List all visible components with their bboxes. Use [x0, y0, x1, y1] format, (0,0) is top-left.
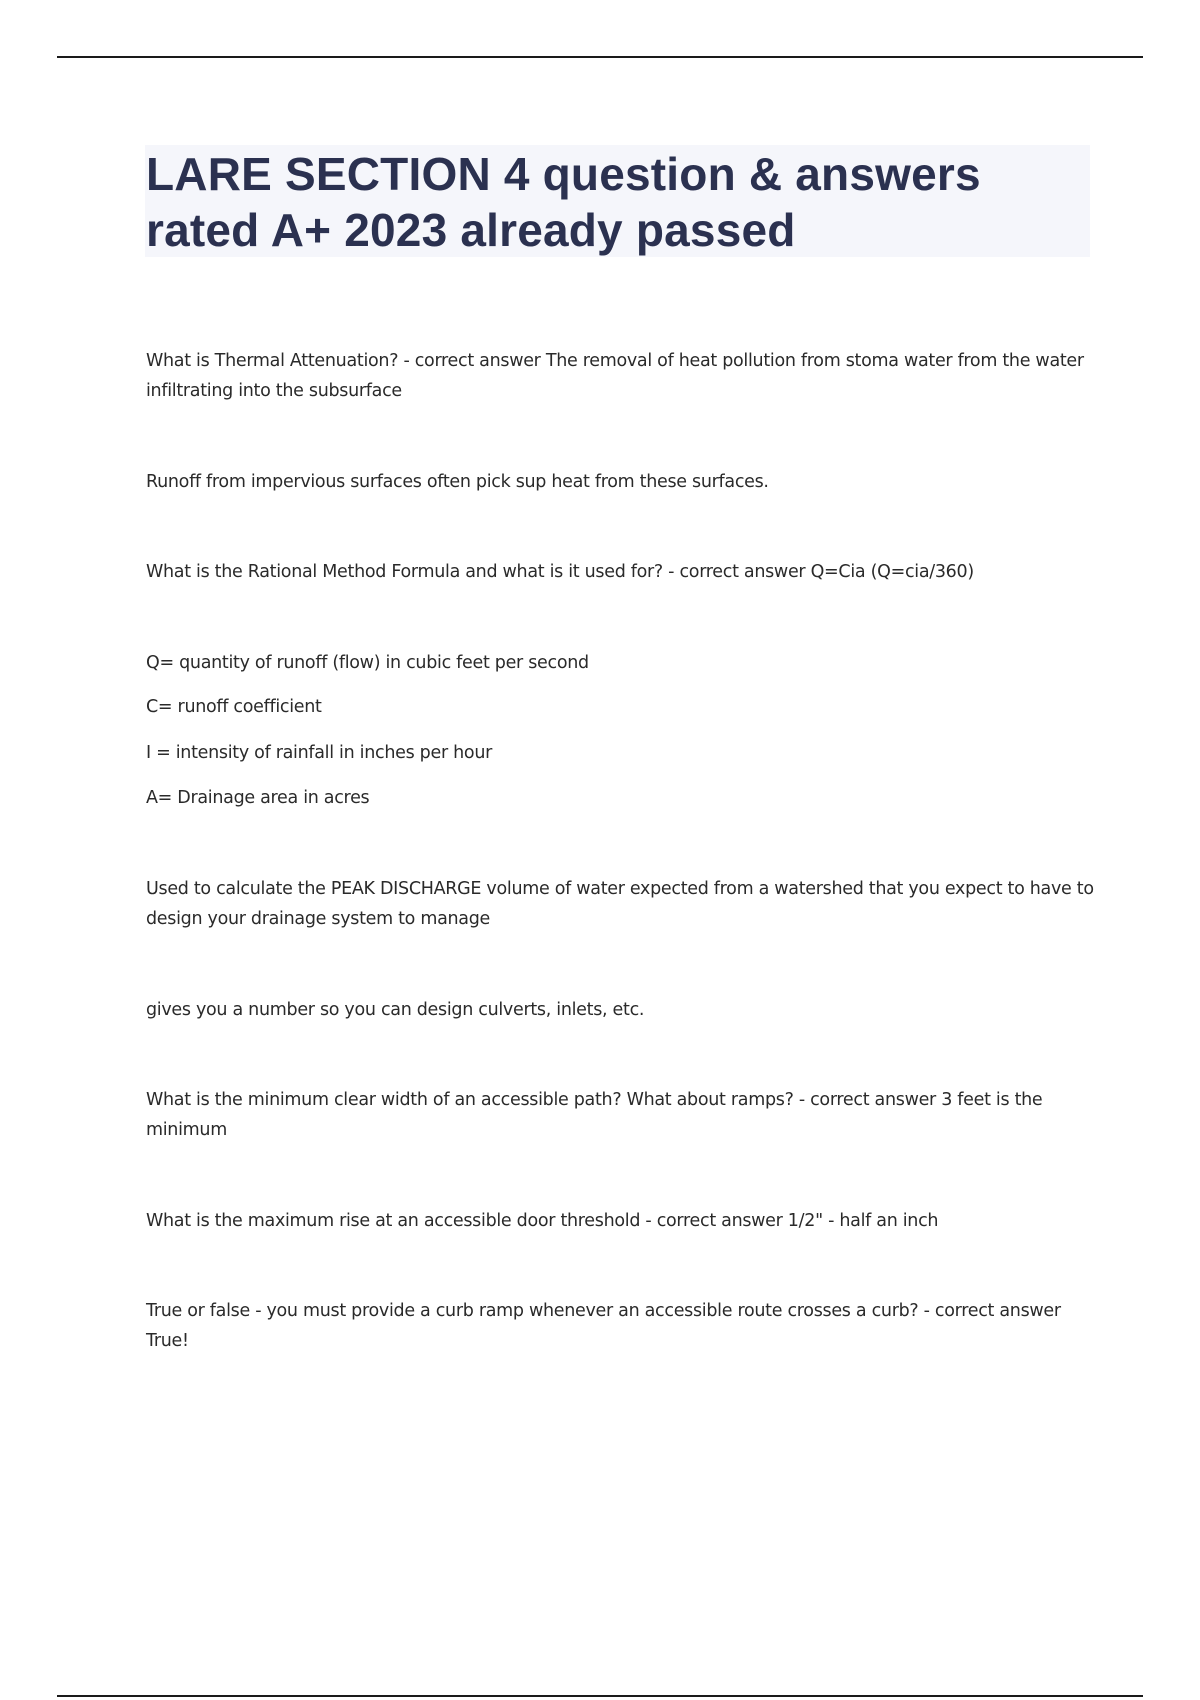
qa-door-threshold: What is the maximum rise at an accessible door threshold - correct answer 1/2" - half an inch: [146, 1211, 939, 1231]
qa-thermal-attenuation: What is Thermal Attenuation? - correct answer The removal of heat pollution from stoma water from the water infiltrating into the subsurface: [146, 351, 1084, 401]
definition-a: A= Drainage area in acres: [146, 788, 370, 808]
definition-c: C= runoff coefficient: [146, 697, 322, 717]
qa-rational-method: What is the Rational Method Formula and what is it used for? - correct answer Q=Cia (Q=cia/360): [146, 562, 974, 582]
definition-q: Q= quantity of runoff (flow) in cubic feet per second: [146, 653, 589, 673]
definition-i: I = intensity of rainfall in inches per hour: [146, 743, 493, 763]
footer-rule: [57, 1695, 1143, 1697]
header-rule: [57, 56, 1143, 58]
qa-curb-ramp: True or false - you must provide a curb ramp whenever an accessible route crosses a curb? - correct answer True!: [146, 1301, 1061, 1351]
document-title: LARE SECTION 4 question & answers rated A+ 2023 already passed: [146, 148, 981, 256]
note-runoff-heat: Runoff from impervious surfaces often pick sup heat from these surfaces.: [146, 472, 769, 492]
note-design-culverts: gives you a number so you can design culverts, inlets, etc.: [146, 1000, 645, 1020]
note-peak-discharge: Used to calculate the PEAK DISCHARGE volume of water expected from a watershed that you expect to have to design your drainage system to manage: [146, 879, 1094, 929]
qa-accessible-path-width: What is the minimum clear width of an accessible path? What about ramps? - correct answer 3 feet is the minimum: [146, 1090, 1043, 1140]
